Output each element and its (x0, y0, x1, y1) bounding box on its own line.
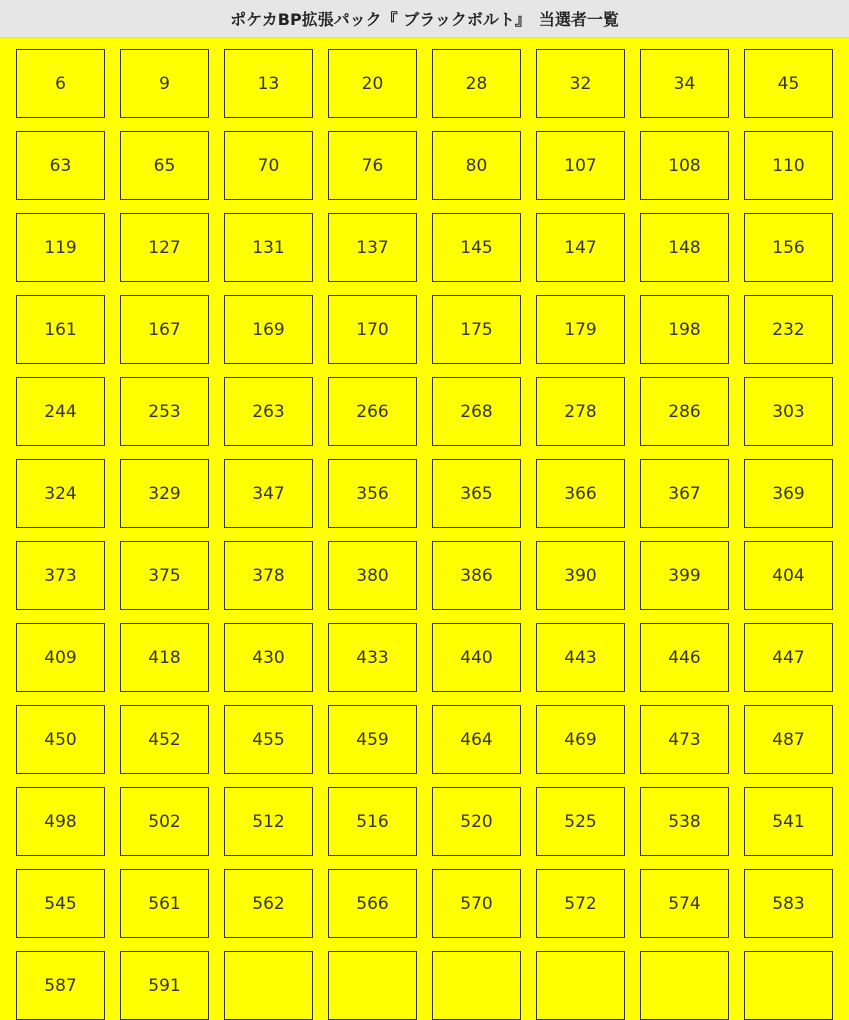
winner-number-cell: 6 (16, 49, 105, 118)
winner-number-cell: 110 (744, 131, 833, 200)
winners-grid (16, 49, 833, 1020)
winner-number-cell: 119 (16, 213, 105, 282)
empty-cell (640, 951, 729, 1020)
winner-number-cell: 107 (536, 131, 625, 200)
winner-number-cell: 390 (536, 541, 625, 610)
winner-number-cell: 65 (120, 131, 209, 200)
winner-number-cell: 286 (640, 377, 729, 446)
winner-number-cell: 127 (120, 213, 209, 282)
winner-number-cell: 232 (744, 295, 833, 364)
winner-number-cell: 375 (120, 541, 209, 610)
winner-number-cell: 278 (536, 377, 625, 446)
winners-panel (0, 38, 849, 1020)
winner-number-cell: 156 (744, 213, 833, 282)
winner-number-cell: 244 (16, 377, 105, 446)
winner-number-cell: 433 (328, 623, 417, 692)
winner-number-cell: 169 (224, 295, 313, 364)
winner-number-cell: 520 (432, 787, 521, 856)
winner-number-cell: 266 (328, 377, 417, 446)
winner-number-cell: 45 (744, 49, 833, 118)
winner-number-cell: 386 (432, 541, 521, 610)
winner-number-cell: 63 (16, 131, 105, 200)
winner-number-cell: 430 (224, 623, 313, 692)
winner-number-cell: 380 (328, 541, 417, 610)
winner-number-cell: 443 (536, 623, 625, 692)
winner-number-cell: 170 (328, 295, 417, 364)
winner-number-cell: 446 (640, 623, 729, 692)
winner-number-cell: 399 (640, 541, 729, 610)
winner-number-cell: 324 (16, 459, 105, 528)
winner-number-cell: 502 (120, 787, 209, 856)
page-title: ポケカBP拡張パック『 ブラックボルト』 当選者一覧 (0, 0, 849, 38)
winner-number-cell: 498 (16, 787, 105, 856)
winner-number-cell: 541 (744, 787, 833, 856)
winner-number-cell: 447 (744, 623, 833, 692)
winner-number-cell: 9 (120, 49, 209, 118)
winner-number-cell: 365 (432, 459, 521, 528)
winner-number-cell: 263 (224, 377, 313, 446)
winner-number-cell: 13 (224, 49, 313, 118)
winner-number-cell: 198 (640, 295, 729, 364)
empty-cell (744, 951, 833, 1020)
winner-number-cell: 137 (328, 213, 417, 282)
winner-number-cell: 161 (16, 295, 105, 364)
winner-number-cell: 329 (120, 459, 209, 528)
winner-number-cell: 452 (120, 705, 209, 774)
winner-number-cell: 473 (640, 705, 729, 774)
winner-number-cell: 131 (224, 213, 313, 282)
winner-number-cell: 418 (120, 623, 209, 692)
winner-number-cell: 440 (432, 623, 521, 692)
winner-number-cell: 20 (328, 49, 417, 118)
empty-cell (224, 951, 313, 1020)
winner-number-cell: 570 (432, 869, 521, 938)
winner-number-cell: 525 (536, 787, 625, 856)
winner-number-cell: 268 (432, 377, 521, 446)
winner-number-cell: 347 (224, 459, 313, 528)
winner-number-cell: 80 (432, 131, 521, 200)
winner-number-cell: 148 (640, 213, 729, 282)
winner-number-cell: 367 (640, 459, 729, 528)
winner-number-cell: 587 (16, 951, 105, 1020)
winner-number-cell: 145 (432, 213, 521, 282)
winner-number-cell: 373 (16, 541, 105, 610)
winner-number-cell: 108 (640, 131, 729, 200)
winner-number-cell: 175 (432, 295, 521, 364)
winner-number-cell: 450 (16, 705, 105, 774)
winner-number-cell: 538 (640, 787, 729, 856)
winner-number-cell: 303 (744, 377, 833, 446)
winner-number-cell: 409 (16, 623, 105, 692)
winner-number-cell: 545 (16, 869, 105, 938)
winner-number-cell: 464 (432, 705, 521, 774)
empty-cell (536, 951, 625, 1020)
winner-number-cell: 591 (120, 951, 209, 1020)
winner-number-cell: 28 (432, 49, 521, 118)
winner-number-cell: 167 (120, 295, 209, 364)
winner-number-cell: 356 (328, 459, 417, 528)
winner-number-cell: 583 (744, 869, 833, 938)
winner-number-cell: 572 (536, 869, 625, 938)
winner-number-cell: 566 (328, 869, 417, 938)
empty-cell (328, 951, 417, 1020)
winner-number-cell: 455 (224, 705, 313, 774)
winner-number-cell: 561 (120, 869, 209, 938)
winner-number-cell: 516 (328, 787, 417, 856)
winner-number-cell: 34 (640, 49, 729, 118)
winner-number-cell: 179 (536, 295, 625, 364)
winner-number-cell: 369 (744, 459, 833, 528)
winner-number-cell: 487 (744, 705, 833, 774)
winner-number-cell: 76 (328, 131, 417, 200)
winner-number-cell: 404 (744, 541, 833, 610)
winner-number-cell: 366 (536, 459, 625, 528)
winner-number-cell: 378 (224, 541, 313, 610)
empty-cell (432, 951, 521, 1020)
winner-number-cell: 469 (536, 705, 625, 774)
winner-number-cell: 253 (120, 377, 209, 446)
winner-number-cell: 70 (224, 131, 313, 200)
winner-number-cell: 147 (536, 213, 625, 282)
winner-number-cell: 574 (640, 869, 729, 938)
winner-number-cell: 512 (224, 787, 313, 856)
winner-number-cell: 562 (224, 869, 313, 938)
winner-number-cell: 459 (328, 705, 417, 774)
winner-number-cell: 32 (536, 49, 625, 118)
